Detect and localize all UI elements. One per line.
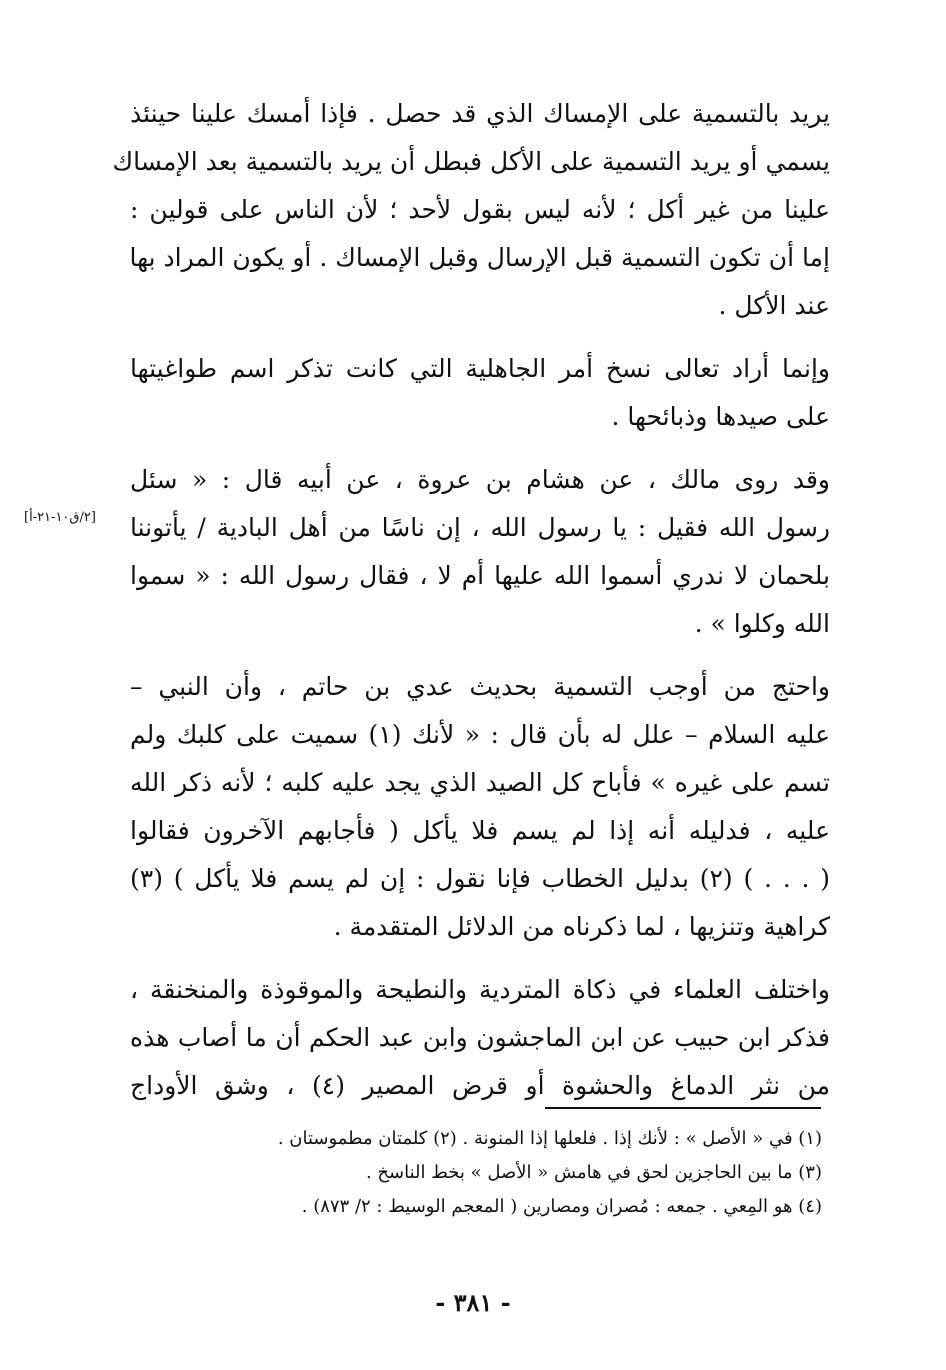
text-line: علينا من غير أكل ؛ لأنه ليس بقول لأحد ؛ لأن الناس على قولين : <box>130 195 830 224</box>
footnote: (١) في « الأصل » : لأنك إذا . فلعلها إذا المنونة . (٢) كلمتان مطموستان . <box>277 1128 822 1149</box>
body-text <box>112 90 830 1125</box>
text-line: يريد بالتسمية على الإمساك الذي قد حصل . فإذا أمسك علينا حينئذ <box>130 99 830 128</box>
footnote-separator <box>545 1107 821 1109</box>
text-line: وإنما أراد تعالى نسخ أمر الجاهلية التي كانت تذكر اسم طواغيتها <box>130 354 830 383</box>
text-line: رسول الله فقيل : يا رسول الله ، إن ناسًا من أهل البادية / يأتوننا <box>130 513 830 542</box>
text-line: الله وكلوا » . <box>694 609 830 638</box>
text-line: بلحمان لا ندري أسموا الله عليها أم لا ، فقال رسول الله : « سموا <box>130 561 830 590</box>
paragraph <box>130 345 830 441</box>
text-line: من نثر الدماغ والحشوة أو قرض المصير (٤) ، وشق الأوداج <box>130 1071 830 1100</box>
text-line: كراهية وتنزيها ، لما ذكرناه من الدلائل المتقدمة . <box>333 912 830 941</box>
text-line: ( . . . ) (٢) بدليل الخطاب فإنا نقول : إن لم يسم فلا يأكل ) (٣) <box>130 864 830 893</box>
text-line: فذكر ابن حبيب عن ابن الماجشون وابن عبد الحكم أن ما أصاب هذه <box>130 1023 830 1052</box>
text-line: تسم على غيره » فأباح كل الصيد الذي يجد عليه كلبه ؛ لأنه ذكر الله <box>130 768 830 797</box>
text-line: عليه السلام – علل له بأن قال : « لأنك (١) سميت على كلبك ولم <box>130 720 830 749</box>
text-line: يسمي أو يريد التسمية على الأكل فبطل أن يريد بالتسمية بعد الإمساك <box>112 147 830 176</box>
text-line: وقد روى مالك ، عن هشام بن عروة ، عن أبيه قال : « سئل <box>130 465 830 494</box>
footnote: (٣) ما بين الحاجزين لحق في هامش « الأصل » بخط الناسخ . <box>365 1162 822 1183</box>
footnote: (٤) هو المِعي . جمعه : مُصران ومصارين ( المعجم الوسيط : ٢/ ٨٧٣) . <box>301 1196 822 1217</box>
footnotes <box>130 1122 822 1224</box>
text-line: عليه ، فدليله أنه إذا لم يسم فلا يأكل ( فأجابهم الآخرون فقالوا <box>130 816 830 845</box>
paragraph <box>130 966 830 1110</box>
manuscript-folio-reference: [٢/ق١٠-٢١-أ] <box>24 510 96 525</box>
text-line: واختلف العلماء في ذكاة المتردية والنطيحة والموقوذة والمنخنقة ، <box>130 975 830 1004</box>
paragraph <box>130 456 830 648</box>
text-line: إما أن تكون التسمية قبل الإرسال وقبل الإمساك . أو يكون المراد بها <box>129 243 830 272</box>
paragraph <box>112 90 830 330</box>
text-line: عند الأكل . <box>718 291 830 320</box>
paragraph <box>130 663 830 951</box>
page-number: - ٣٨١ - <box>435 1288 511 1317</box>
text-line: واحتج من أوجب التسمية بحديث عدي بن حاتم ، وأن النبي – <box>130 672 830 701</box>
text-line: على صيدها وذبائحها . <box>611 402 830 431</box>
